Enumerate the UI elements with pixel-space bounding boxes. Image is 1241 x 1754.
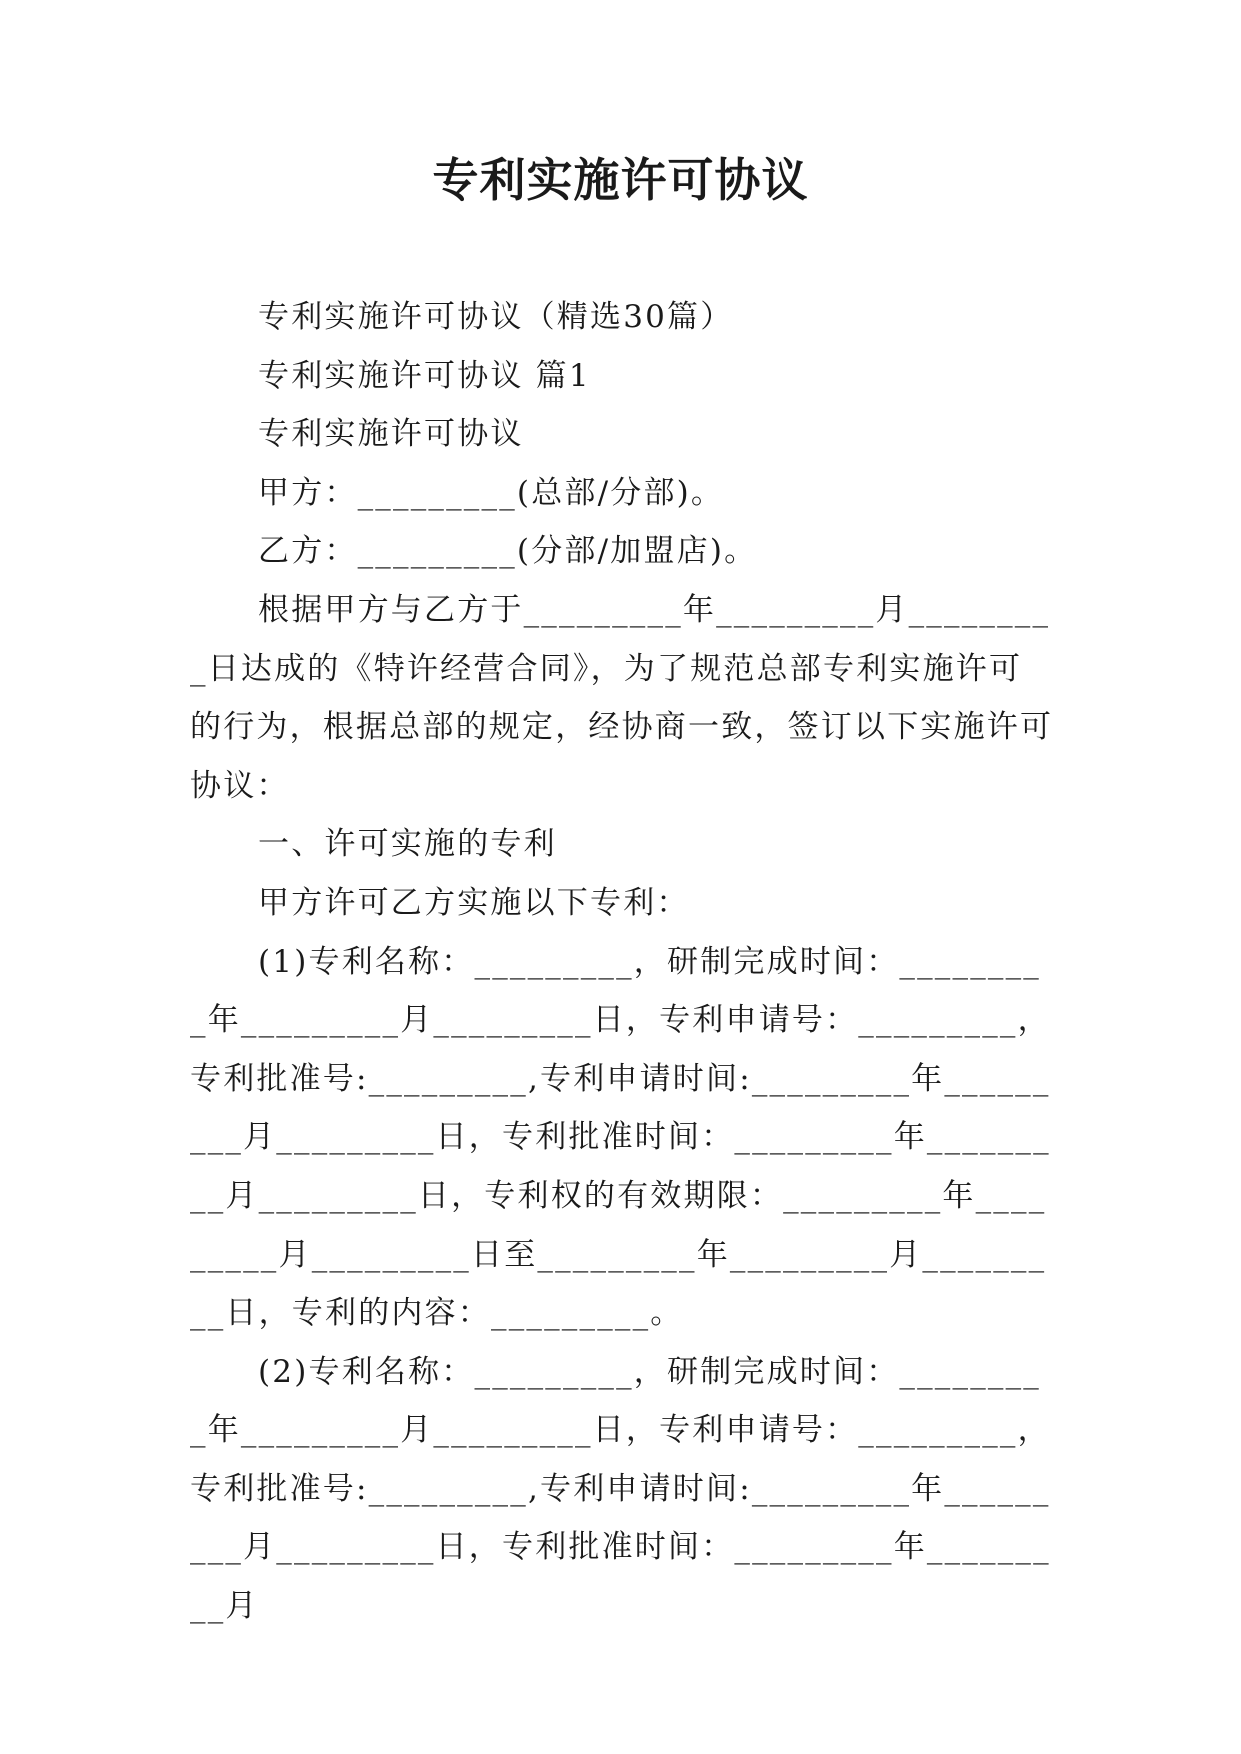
paragraph-party-a: 甲方：_________(总部/分部)。 [258, 474, 725, 511]
paragraph-clause-heading: 一、许可实施的专利 [258, 826, 557, 863]
paragraph-agreement-name: 专利实施许可协议 [258, 416, 524, 453]
document-title: 专利实施许可协议 [432, 153, 809, 207]
paragraph-preamble: 根据甲方与乙方于_________年_________月_________日达成的《特许经营合同》，为了规范总部专利实施许可的行为，根据总部的规定，经协商一致，签订以下实施许可协议： [190, 591, 1054, 804]
document-body [190, 288, 1055, 1636]
paragraph-subtitle: 专利实施许可协议（精选30篇） [258, 299, 734, 335]
paragraph-party-b: 乙方：_________(分部/加盟店)。 [258, 533, 758, 570]
paragraph-clause-intro: 甲方许可乙方实施以下专利： [258, 884, 690, 921]
paragraph-patent-2: (2)专利名称：_________，研制完成时间：_________年_________月_________日，专利申请号：_________，专利批准号:_________,专利申请时间:_________年_________月_________日，专利批准时间：_________年_________月 [190, 1353, 1051, 1625]
paragraph-patent-1: (1)专利名称：_________，研制完成时间：_________年_________月_________日，专利申请号：_________，专利批准号:_________,专利申请时间:_________年_________月_________日，专利批准时间：_________年_________月_________日，专利权的有效期限：_________年_________月_________日至_________年_________月_________日，专利的内容：_________。 [190, 943, 1051, 1332]
paragraph-section-heading: 专利实施许可协议 篇1 [258, 357, 591, 394]
